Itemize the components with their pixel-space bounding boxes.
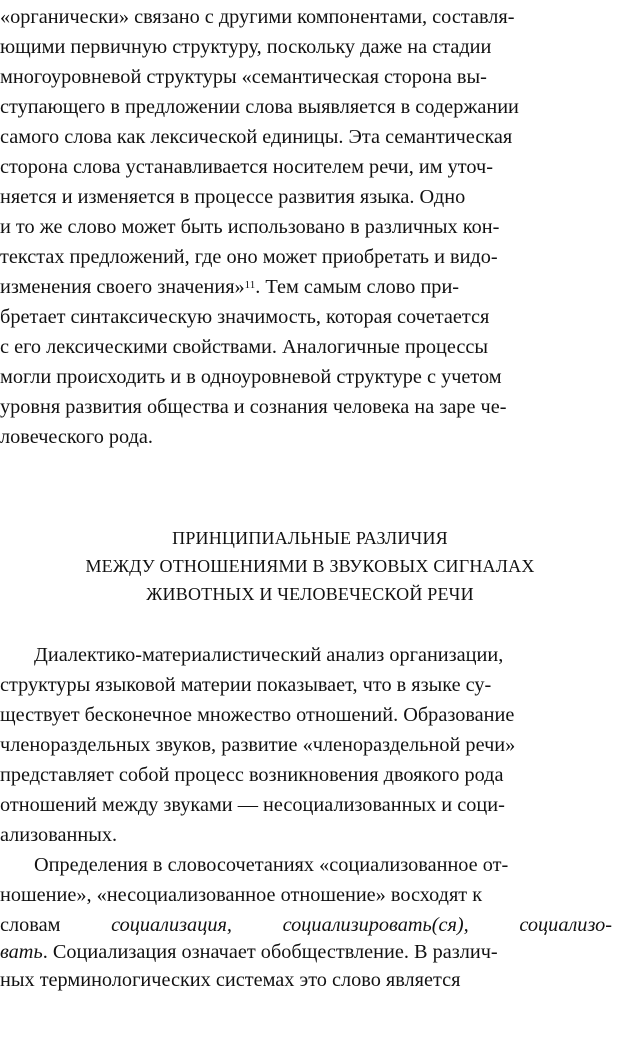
line-text: с его лексическими свойствами. Аналогичные процессы — [0, 336, 489, 358]
italic-term: социализировать(ся), — [282, 914, 469, 936]
line-text: структуры языковой материи показывает, что в языке су- — [0, 674, 492, 696]
line-text: Определения в словосочетаниях «социализованное от- — [34, 854, 509, 876]
line-text: . Тем самым слово при- — [255, 276, 460, 298]
line-text: ществует бесконечное множество отношений. Образование — [0, 704, 515, 726]
line-text: многоуровневой структуры «семантическая сторона вы- — [0, 66, 487, 88]
line-text: Диалектико-материалистический анализ организации, — [34, 644, 504, 666]
line-text: ных терминологических системах это слово является — [0, 969, 461, 991]
italic-term: социализо- — [519, 914, 612, 936]
line-text: ализованных. — [0, 824, 118, 846]
line-text: уровня развития общества и сознания человека на заре че- — [0, 396, 507, 418]
line-text: ношение», «несоциализованное отношение» восходят к — [0, 884, 483, 906]
line-text: самого слова как лексической единицы. Эта семантическая — [0, 126, 513, 148]
text-line — [0, 966, 612, 994]
line-text: ступающего в предложении слова выявляется в содержании — [0, 96, 519, 118]
line-text: бретает синтаксическую значимость, которая сочетается — [0, 306, 490, 328]
heading-line: ЖИВОТНЫХ И ЧЕЛОВЕЧЕСКОЙ РЕЧИ — [146, 584, 474, 604]
line-text: изменения своего значения» — [0, 276, 245, 298]
line-text: ловеческого рода. — [0, 426, 153, 448]
line-text: няется и изменяется в процессе развития языка. Одно — [0, 186, 466, 208]
line-text: отношений между звуками — несоциализованных и соци- — [0, 794, 505, 816]
heading-line: ПРИНЦИПИАЛЬНЫЕ РАЗЛИЧИЯ — [172, 528, 448, 548]
line-text: текстах предложений, где оно может приобретать и видо- — [0, 246, 498, 268]
heading-line: МЕЖДУ ОТНОШЕНИЯМИ В ЗВУКОВЫХ СИГНАЛАХ — [85, 556, 535, 576]
footnote-ref: 11 — [244, 279, 256, 291]
italic-term: вать — [0, 941, 43, 963]
line-text: представляет собой процесс возникновения двоякого рода — [0, 764, 504, 786]
line-text: могли происходить и в одноуровневой структуре с учетом — [0, 366, 502, 388]
line-text: словам — [0, 914, 61, 936]
italic-term: социализация, — [111, 914, 232, 936]
line-text: и то же слово может быть использовано в различных кон- — [0, 216, 500, 238]
line-text: ющими первичную структуру, поскольку даже на стадии — [0, 36, 492, 58]
line-text: . Социализация означает обобществление. В различ- — [42, 941, 498, 963]
line-text: членораздельных звуков, развитие «членораздельной речи» — [0, 734, 516, 756]
line-text: сторона слова устанавливается носителем речи, им уточ- — [0, 156, 493, 178]
line-text: «органически» связано с другими компонентами, составля- — [0, 6, 515, 28]
